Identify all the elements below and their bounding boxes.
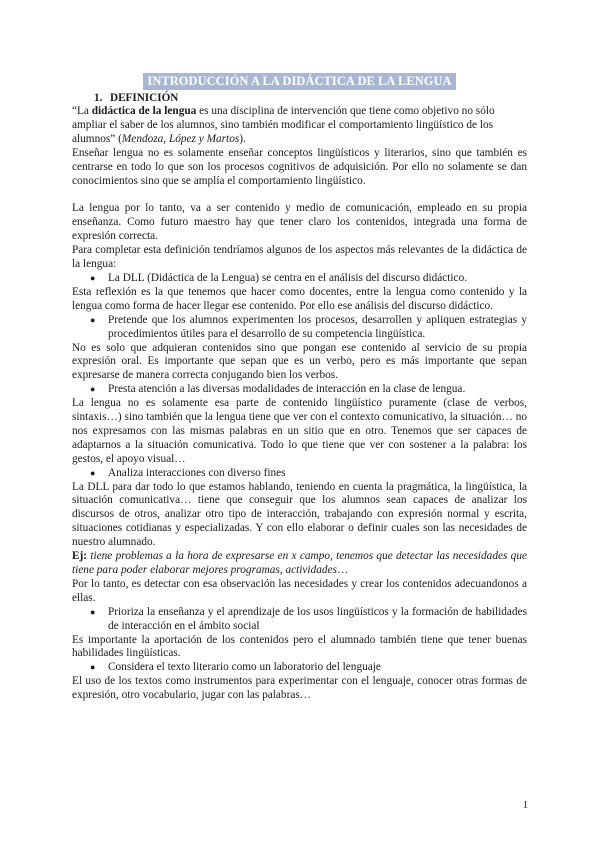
bullet-text: La DLL (Didáctica de la Lengua) se centra en el análisis del discurso didáctico. <box>108 271 468 284</box>
example-ellipsis: … <box>336 564 349 576</box>
bullet-icon: ● <box>90 662 96 673</box>
section-number: 1. <box>94 92 103 104</box>
document-page <box>72 72 527 703</box>
quote-open: “La <box>72 105 92 117</box>
paragraph-7: La DLL para dar todo lo que estamos hablando, teniendo en cuenta la pragmática, la lingüística, la situación comunicativa… tiene que conseguir que los alumnos sean capaces de analizar los discursos de otros, analizar otro tipo de interacción, trabajando con expresión normal y escrita, situaciones cotidianas y especializadas. Y con ello elaborar o definir cuales son las necesidades de nuestro alumnado. <box>72 480 527 549</box>
paragraph-4: Esta reflexión es la que tenemos que hacer como docentes, entre la lengua como contenido y la lengua como forma de hacer llegar ese contenido. Por ello ese análisis del discurso didáctico. <box>72 285 527 312</box>
quote-close: ). <box>239 132 246 145</box>
example-label: Ej: <box>72 550 88 563</box>
paragraph-8: Por lo tanto, es detectar con esa observación las necesidades y crear los contenidos adecuandonos a ellas. <box>72 577 527 604</box>
bullet-item-6 <box>72 661 527 675</box>
paragraph-9: Es importante la aportación de los contenidos pero el alumnado también tiene que tener buenas habilidades lingüísticas. <box>72 633 527 660</box>
paragraph-3: Para completar esta definición tendríamos algunos de los aspectos más relevantes de la didáctica de la lengua: <box>72 244 527 271</box>
bullet-item-1 <box>72 272 527 286</box>
example-paragraph <box>72 550 527 578</box>
bullet-icon: ● <box>90 314 96 325</box>
paragraph-2: La lengua por lo tanto, va a ser contenido y medio de comunicación, empleado en su propia enseñanza. Como futuro maestro hay que tener claro los contenidos, integrada una forma de expresión correcta. <box>72 202 527 243</box>
bullet-item-4 <box>72 467 527 481</box>
paragraph-5: No es solo que adquieran contenidos sino que pongan ese contenido al servicio de su propia expresión oral. Es importante que sepan que es un verbo, pero es más importante que sepan expresarse de manera correcta conjugando bien los verbos. <box>72 341 527 382</box>
bullet-text: Pretende que los alumnos experimenten los procesos, desarrollen y apliquen estrategias y procedimientos útiles para el desarrollo de su competencia lingüística. <box>108 313 527 340</box>
bullet-icon: ● <box>90 384 96 395</box>
paragraph-1: Enseñar lengua no es solamente enseñar conceptos lingüísticos y literarios, sino que también es centrarse en todo lo que son los procesos cognitivos de adquisición. Por ello no solamente se dan conocimientos sino que se amplía el comportamiento lingüístico. <box>72 146 527 187</box>
bullet-text: Presta atención a las diversas modalidades de interacción en la clase de lengua. <box>108 383 466 396</box>
section-label: DEFINICIÓN <box>110 92 179 104</box>
paragraph-10: El uso de los textos como instrumentos para experimentar con el lenguaje, conocer otras formas de expresión, otro vocabulario, jugar con las palabras… <box>72 675 527 702</box>
bullet-icon: ● <box>90 467 96 478</box>
document-title: INTRODUCCIÓN A LA DIDÁCTICA DE LA LENGUA <box>143 73 455 90</box>
bullet-icon: ● <box>90 272 96 283</box>
paragraph-6: La lengua no es solamente esa parte de contenido lingüístico puramente (clase de verbos, sintaxis…) sino también que la lengua tiene que ver con el contexto comunicativo, la situación… no nos expresamos con las mismas palabras en un sitio que en otro. Tenemos que ser capaces de adaptarnos a la situación comunicativa. Todo lo que tiene que ver con sostener a la palabra: los gestos, el apoyo visual… <box>72 397 527 465</box>
bullet-icon: ● <box>90 606 96 617</box>
quote-citation: Mendoza, López y Martos <box>121 132 240 145</box>
title-wrap <box>72 72 527 90</box>
definition-quote <box>72 105 527 147</box>
bullet-item-5 <box>72 606 527 634</box>
quote-bold-term: didáctica de la lengua <box>91 105 197 117</box>
bullet-text: Considera el texto literario como un laboratorio del lenguaje <box>108 661 381 674</box>
quote-text: es una disciplina de intervención que tiene como objetivo no sólo ampliar el saber de los alumnos, sino también modificar el comportamiento lingüístico de los alumnos” ( <box>72 105 495 145</box>
bullet-text: Prioriza la enseñanza y el aprendizaje de los usos lingüísticos y la formación de habilidades de interacción en el ámbito social <box>108 605 527 632</box>
spacer <box>72 188 527 202</box>
example-text: tiene problemas a la hora de expresarse en x campo, tenemos que detectar las necesidades que tiene para poder elaborar mejores programas, actividades <box>72 550 527 576</box>
bullet-item-3 <box>72 383 527 397</box>
bullet-text: Analiza interacciones con diverso fines <box>108 466 286 479</box>
page-number: 1 <box>523 800 528 811</box>
bullet-item-2 <box>72 314 527 342</box>
section-heading <box>94 92 527 104</box>
